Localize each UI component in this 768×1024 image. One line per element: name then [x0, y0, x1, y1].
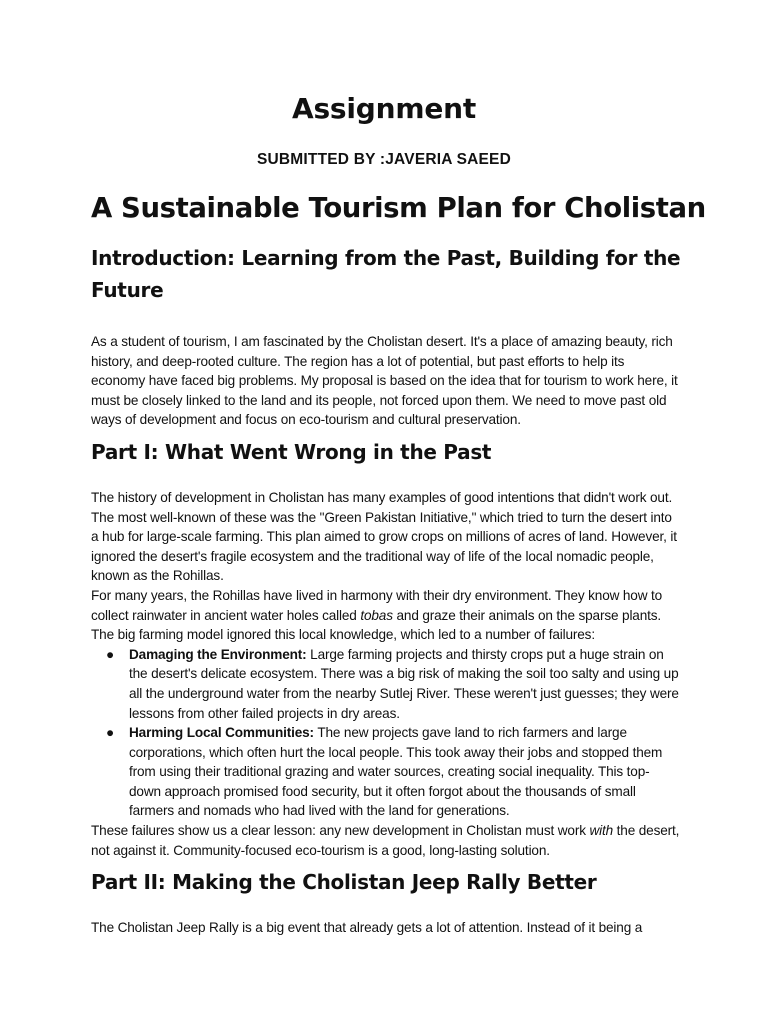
tobas-term: tobas [360, 607, 393, 623]
part2-paragraph: The Cholistan Jeep Rally is a big event that already gets a lot of attention. Instead of it being a [91, 920, 643, 936]
bullet-text: The new projects gave land to rich farmers and large corporations, which often hurt the local people. This took away their jobs and stopped them from using their traditional grazing and water sources, creating social inequality. This top-down approach promised food security, but it often forgot about the thousands of small farmers and nomads who had lived with the land for generations. [129, 725, 663, 819]
bullet-text: Large farming projects and thirsty crops put a huge strain on the desert's delicate ecosystem. There was a big risk of making the soil too salty and using up all the underground water from the nearby Sutlej River. These weren't just guesses; they were lessons from other failed projects in dry areas. [129, 646, 679, 721]
bullet-icon: ● [106, 725, 115, 741]
with-emphasis: with [589, 823, 614, 839]
list-item [106, 723, 681, 821]
document-title: Assignment [291, 92, 477, 125]
bullet-icon: ● [106, 646, 115, 662]
part1-conclusion [91, 821, 681, 860]
bullet-lead: Harming Local Communities: [129, 725, 314, 741]
submitted-by-line: SUBMITTED BY :JAVERIA SAEED [256, 151, 511, 168]
part1-paragraph-1: The history of development in Cholistan has many examples of good intentions that didn't work out. The most well-known of these was the "Green Pakistan Initiative," which tried to turn the desert into a hub for large-scale farming. This plan aimed to grow crops on millions of acres of land. However, it ignored the desert's fragile ecosystem and the traditional way of life of the local nomadic people, known as the Rohillas. [91, 489, 677, 584]
intro-paragraph: As a student of tourism, I am fascinated by the Cholistan desert. It's a place of amazing beauty, rich history, and deep-rooted culture. The region has a lot of potential, but past efforts to help its economy have faced big problems. My proposal is based on the idea that for tourism to work here, it must be closely linked to the land and its people, not forced upon them. We need to move past old ways of development and focus on eco-tourism and cultural preservation. [91, 334, 678, 428]
part2-heading: Part II: Making the Cholistan Jeep Rally Better [91, 870, 597, 895]
part1-paragraph-2-start: For many years, the Rohillas have lived in harmony with their dry environment. They know how to collect rainwater in ancient water holes called [91, 587, 663, 623]
part1-paragraph-2-end: and graze their animals on the sparse plants. The big farming model ignored this local knowledge, which led to a number of failures: [91, 607, 662, 643]
part1-heading: Part I: What Went Wrong in the Past [91, 439, 492, 464]
main-title: A Sustainable Tourism Plan for Cholistan [91, 192, 706, 224]
list-item [106, 645, 681, 723]
document-body [91, 188, 706, 938]
part1-paragraph-2 [91, 586, 681, 645]
part1-conclusion-end: the desert, not against it. Community-focused eco-tourism is a good, long-lasting solution. [91, 823, 680, 858]
failures-list [91, 645, 681, 821]
bullet-lead: Damaging the Environment: [129, 646, 307, 662]
part1-conclusion-start: These failures show us a clear lesson: any new development in Cholistan must work [91, 823, 590, 839]
intro-heading: Introduction: Learning from the Past, Building for the Future [91, 246, 681, 302]
